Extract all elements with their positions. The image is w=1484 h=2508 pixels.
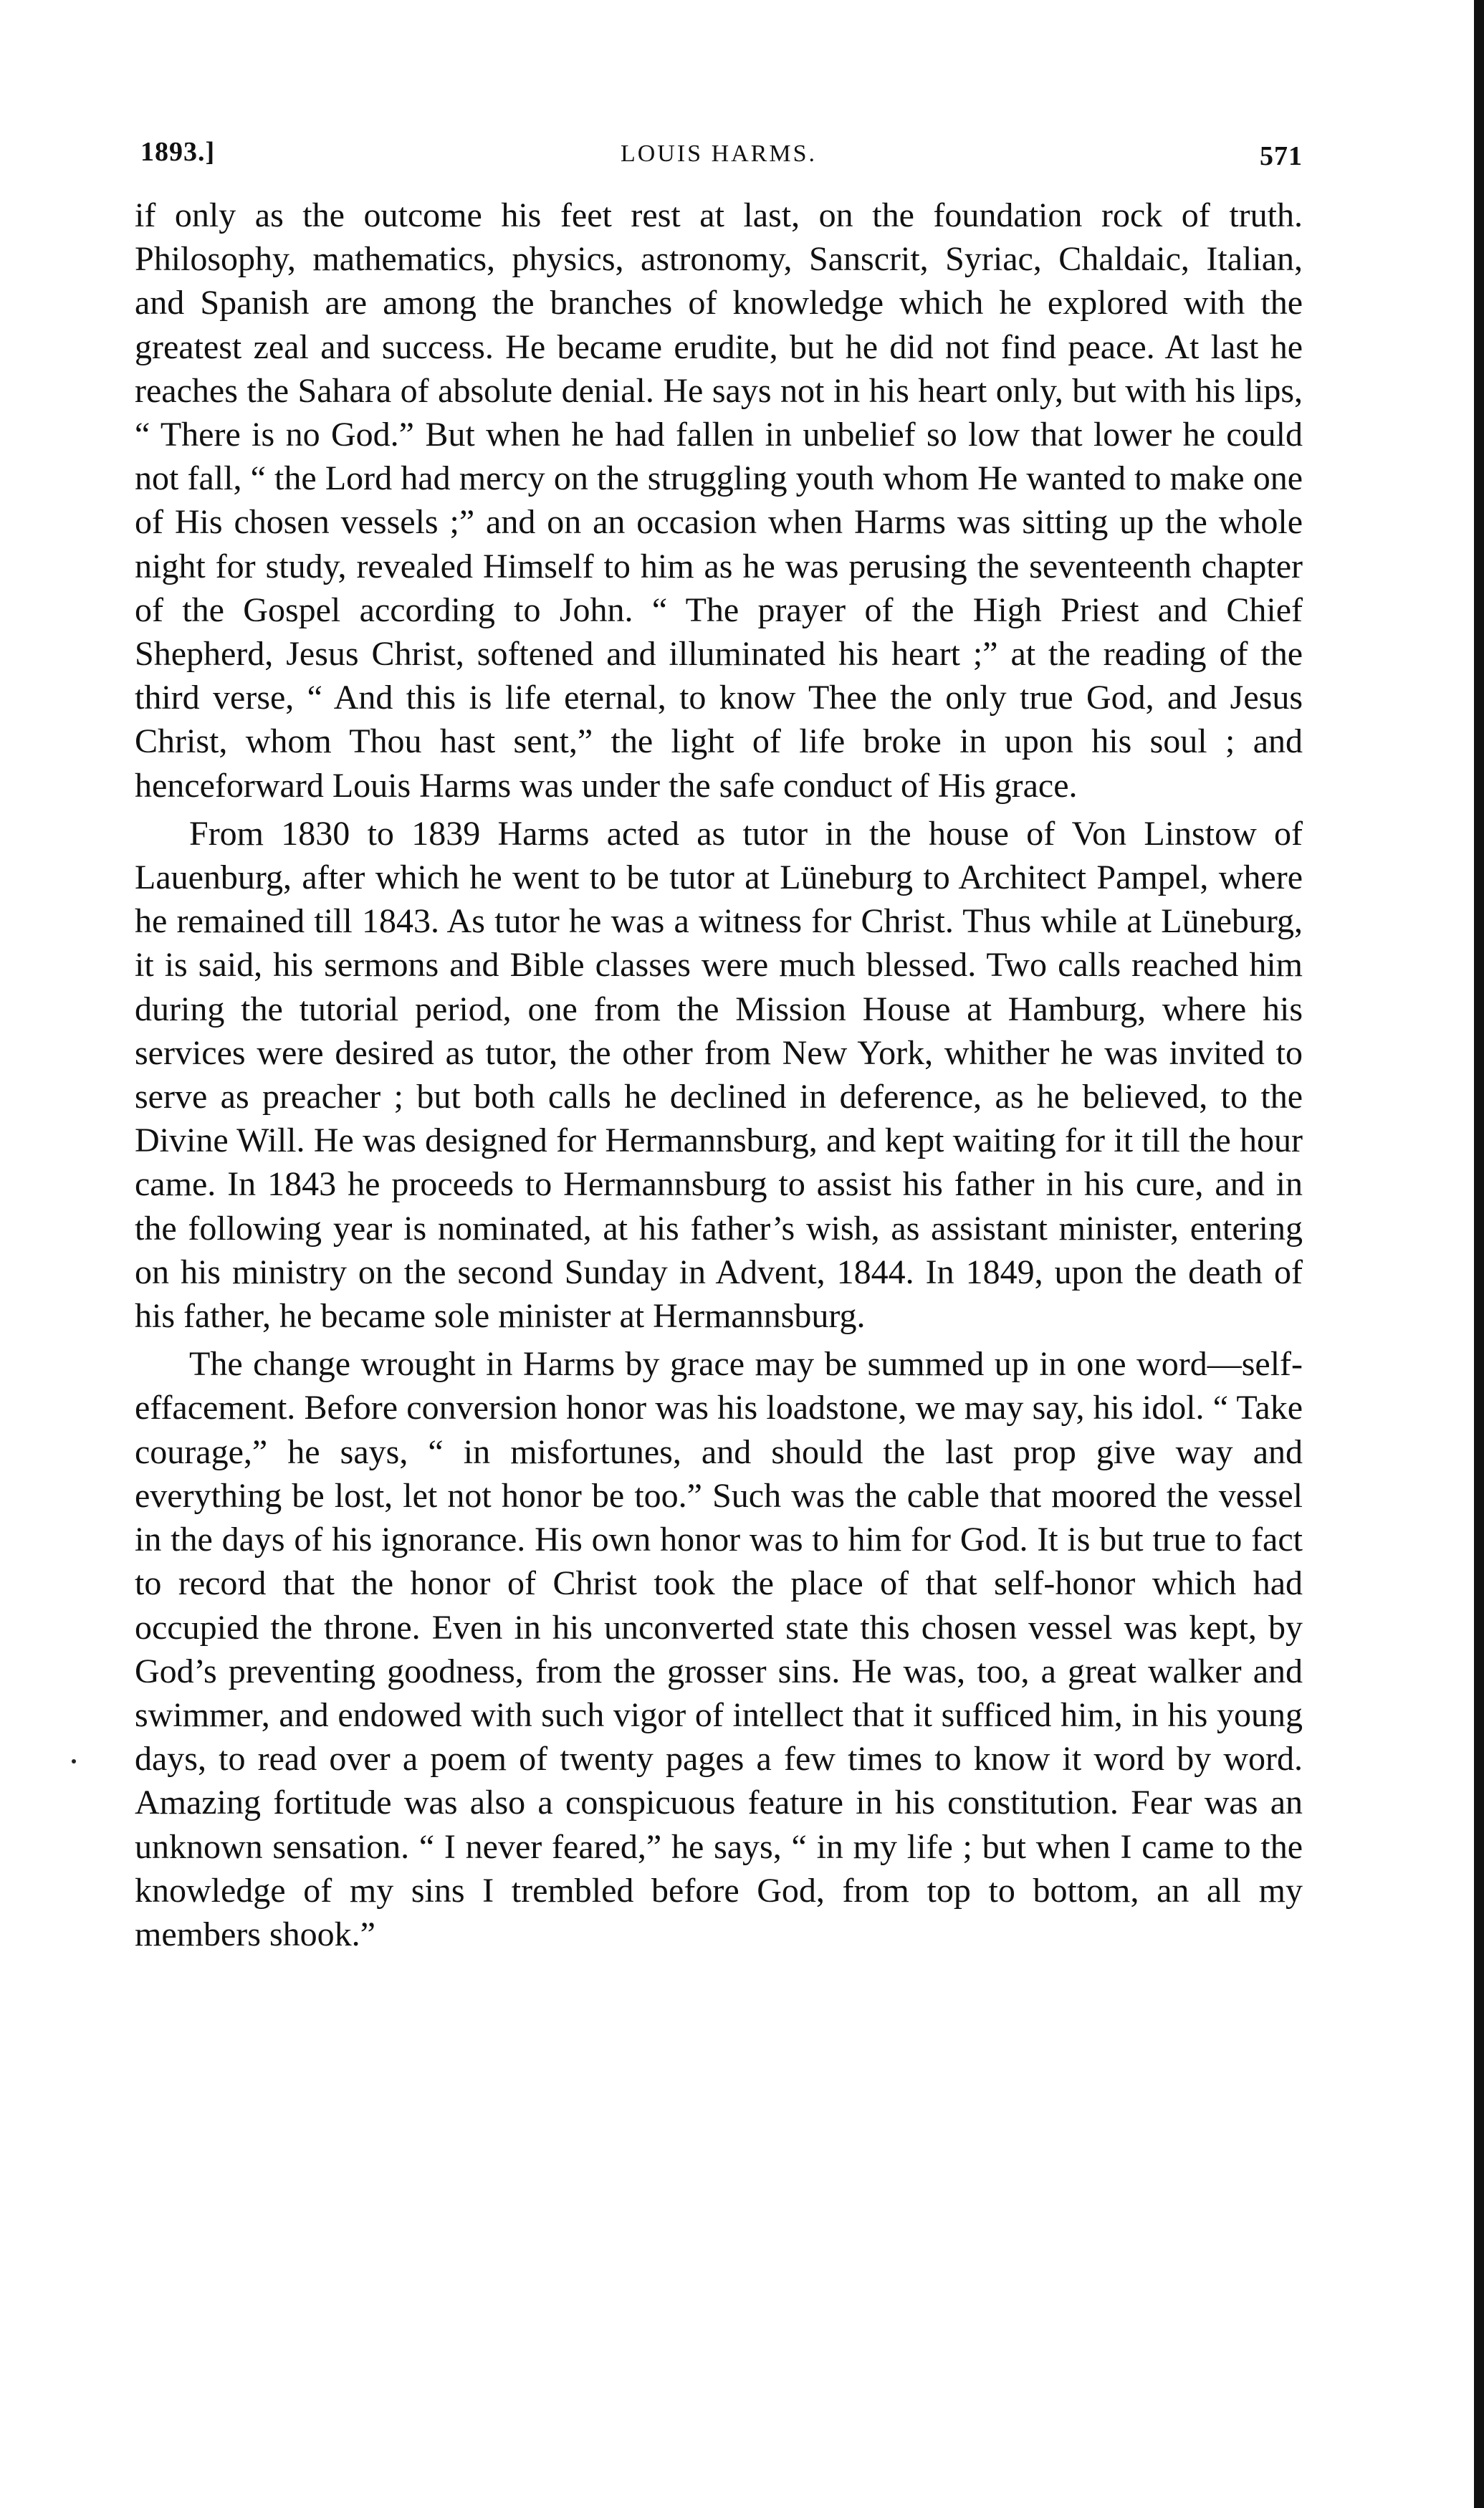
book-page	[135, 136, 1303, 1961]
paragraph-1: if only as the outcome his feet rest at last, on the foundation rock of truth. Philosophy, mathematics, physics, astronomy, Sanscrit, Syriac, Chaldaic, Italian, and Spanish are among the branches of knowledge which he explored with the greatest zeal and success. He became erudite, but he did not find peace. At last he reaches the Sahara of absolute denial. He says not in his heart only, but with his lips, “ There is no God.” But when he had fallen in unbelief so low that lower he could not fall, “ the Lord had mercy on the struggling youth whom He wanted to make one of His chosen vessels ;” and on an occasion when Harms was sitting up the whole night for study, revealed Himself to him as he was perusing the seventeenth chapter of the Gospel according to John. “ The prayer of the High Priest and Chief Shepherd, Jesus Christ, softened and illuminated his heart ;” at the reading of the third verse, “ And this is life eternal, to know Thee the only true God, and Jesus Christ, whom Thou hast sent,” the light of life broke in upon his soul ; and henceforward Louis Harms was under the safe conduct of His grace.	[135, 196, 1303, 805]
paragraph-2: From 1830 to 1839 Harms acted as tutor in the house of Von Linstow of Lauenburg, after which he went to be tutor at Lüneburg to Architect Pampel, where he remained till 1843. As tutor he was a witness for Christ. Thus while at Lüneburg, it is said, his sermons and Bible classes were much blessed. Two calls reached him during the tutorial period, one from the Mission House at Hamburg, where his services were desired as tutor, the other from New York, whither he was invited to serve as preacher ; but both calls he declined in deference, as he believed, to the Divine Will. He was designed for Hermannsburg, and kept waiting for it till the hour came. In 1843 he proceeds to Hermannsburg to assist his father in his cure, and in the following year is nominated, at his father’s wish, as assistant minister, entering on his ministry on the second Sunday in Advent, 1844. In 1849, upon the death of his father, he became sole minister at Hermannsburg.	[135, 814, 1303, 1336]
margin-mark	[72, 1759, 76, 1763]
paragraph-3: The change wrought in Harms by grace may be summed up in one word—self-effacement. Before conversion honor was his loadstone, we may say, his idol. “ Take courage,” he says, “ in misfortunes, and should the last prop give way and everything be lost, let not honor be too.” Such was the cable that moored the vessel in the days of his ignorance. His own honor was to him for God. It is but true to fact to record that the honor of Christ took the place of that self-honor which had occupied the throne. Even in his unconverted state this chosen vessel was kept, by God’s preventing goodness, from the grosser sins. He was, too, a great walker and swimmer, and endowed with such vigor of intellect that it sufficed him, in his young days, to read over a poem of twenty pages a few times to know it word by word. Amazing fortitude was also a conspicuous feature in his constitution. Fear was an unknown sensation. “ I never feared,” he says, “ in my life ; but when I came to the knowledge of my sins I trembled before God, from top to bottom, an all my members shook.”	[135, 1345, 1303, 1953]
scan-border	[1474, 0, 1484, 2508]
header-year: 1893.]	[140, 137, 216, 167]
page-number: 571	[1260, 141, 1303, 171]
body-text	[135, 193, 1303, 1956]
running-head	[135, 136, 1303, 193]
header-title: LOUIS HARMS.	[620, 140, 818, 167]
